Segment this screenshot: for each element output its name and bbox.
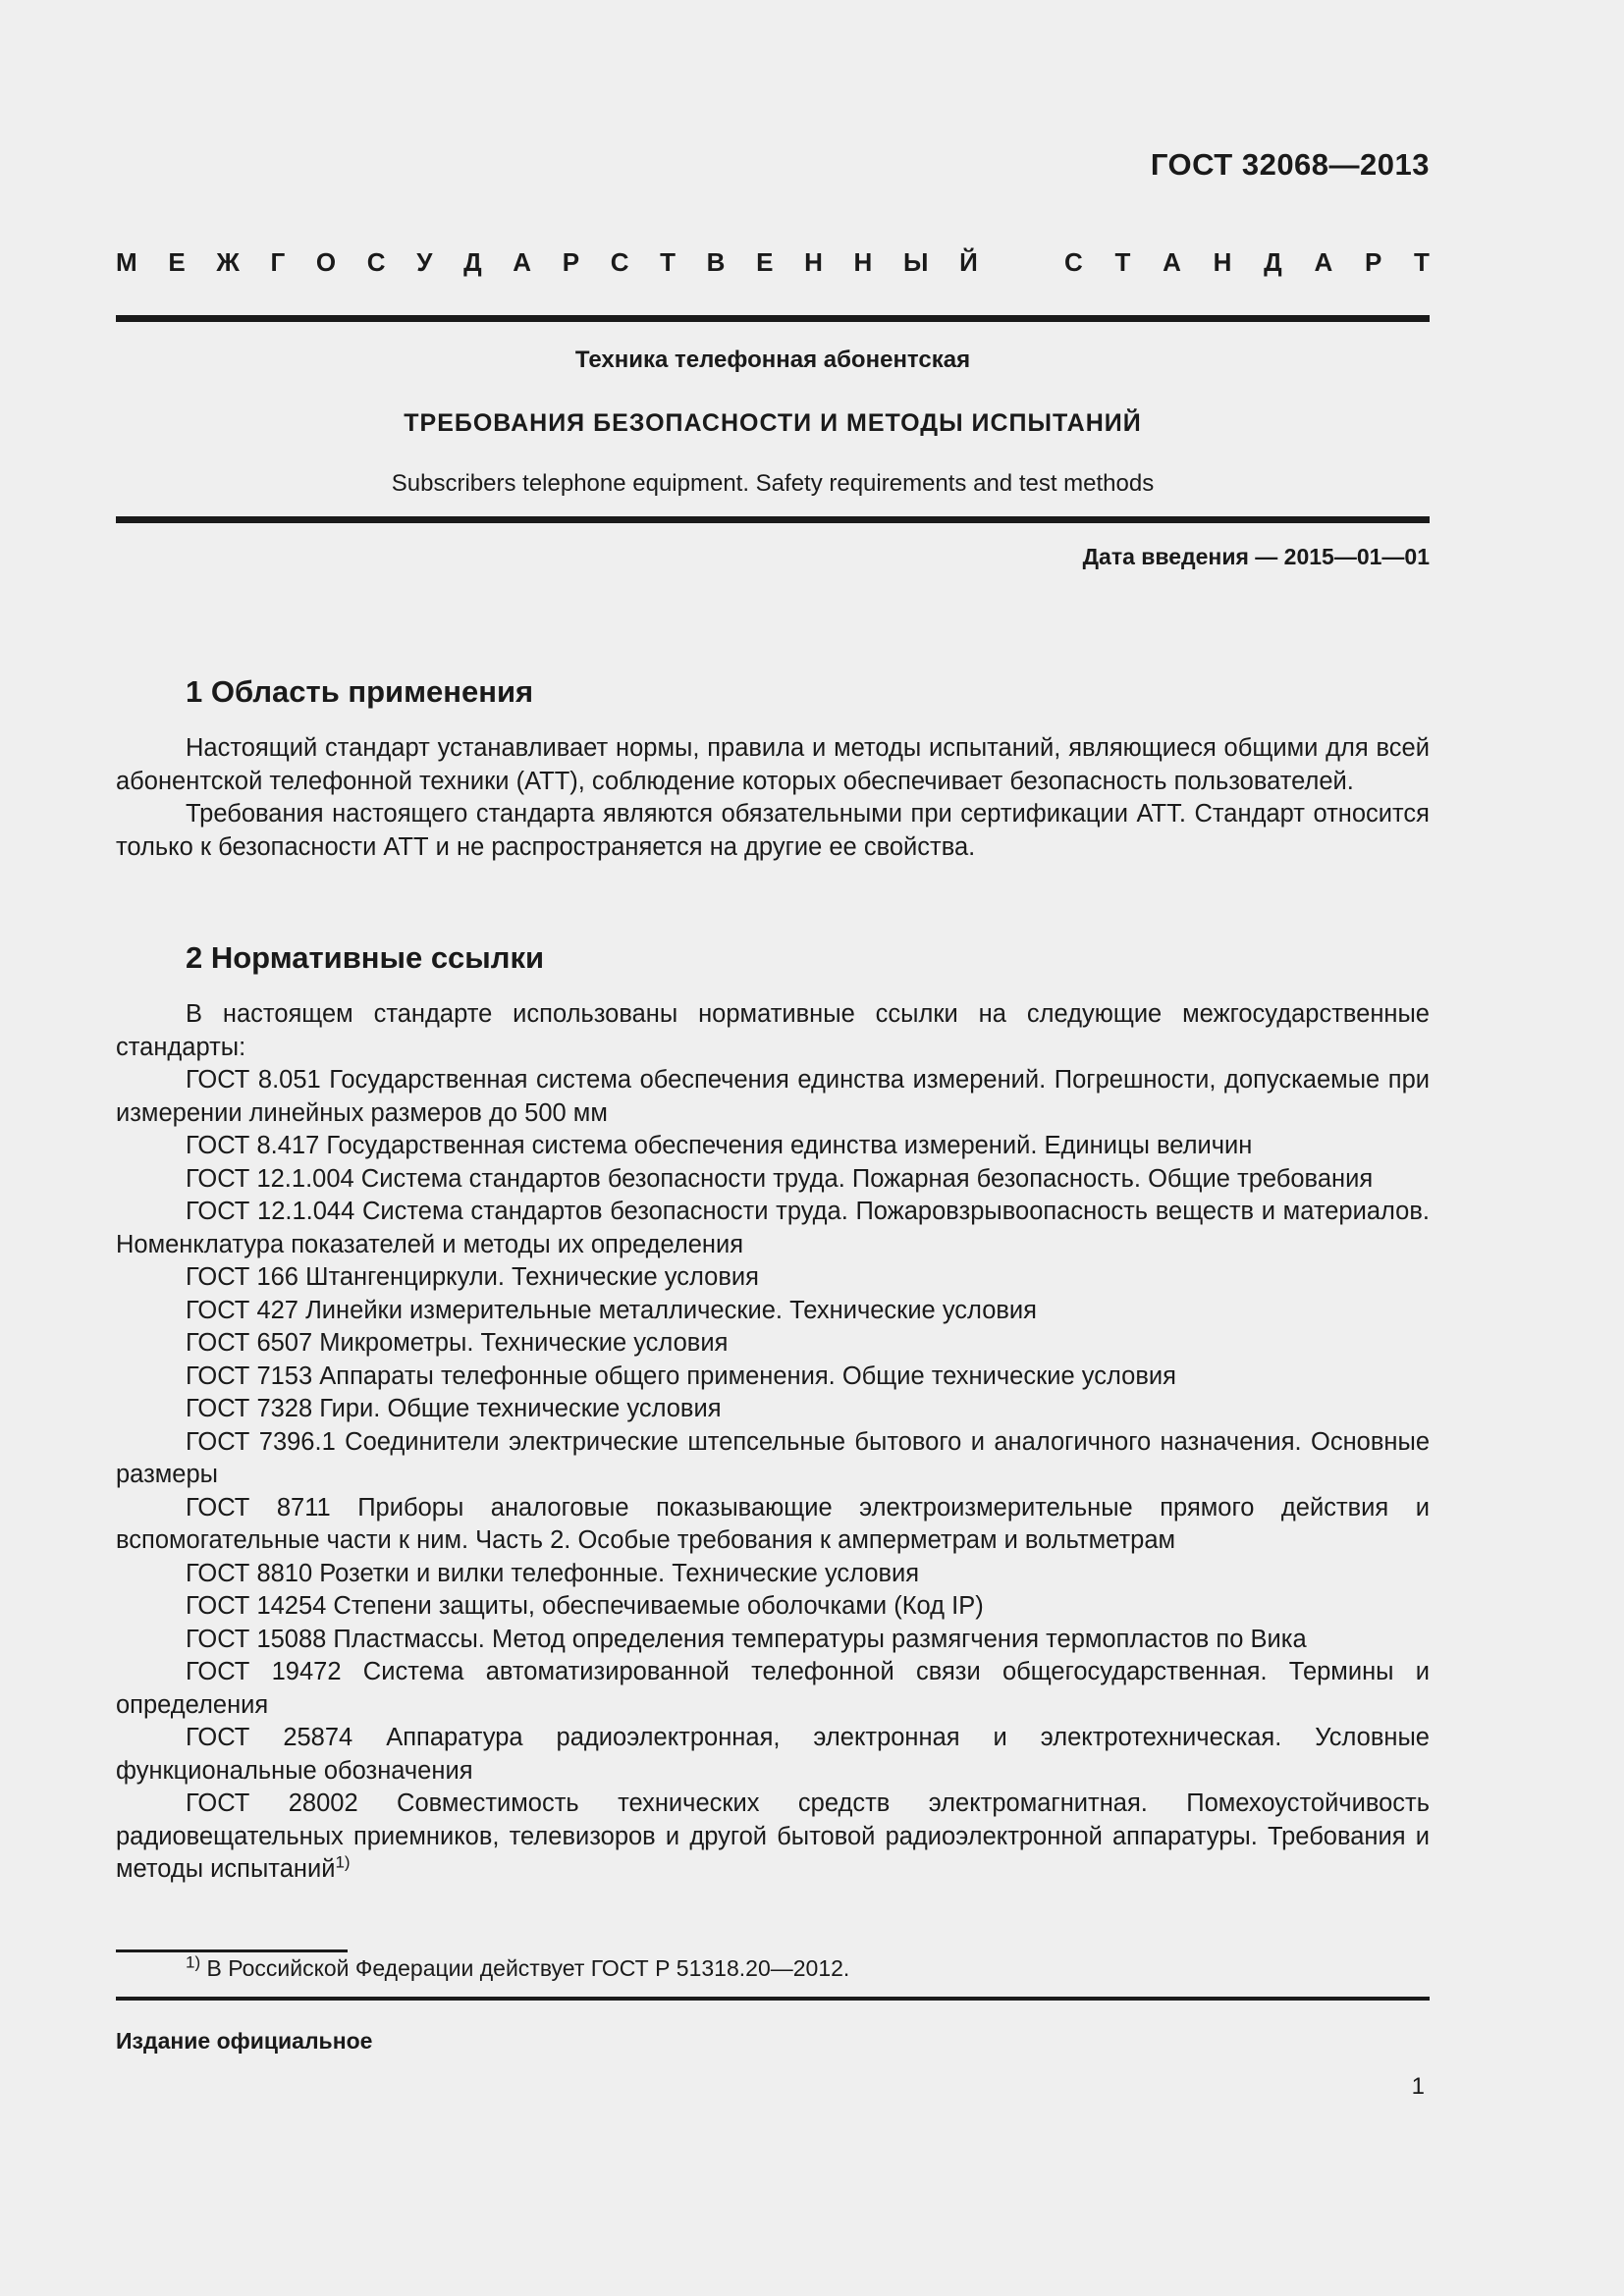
footnote-text: В Российской Федерации действует ГОСТ Р 51318.20—2012. — [200, 1955, 850, 1981]
banner-letter: С — [610, 247, 629, 277]
top-rule — [116, 315, 1430, 322]
footnote-mark: 1) — [186, 1952, 201, 1972]
reference-item: ГОСТ 19472 Система автоматизированной телефонной связи общегосударственная. Термины и определения — [116, 1658, 1430, 1719]
banner-letter: М — [116, 247, 137, 277]
edition-label: Издание официальное — [116, 2028, 373, 2054]
banner-letter: Й — [959, 247, 978, 277]
banner-letter: В — [706, 247, 726, 277]
section-2-heading: 2 Нормативные ссылки — [186, 940, 545, 975]
title-ru: ТРЕБОВАНИЯ БЕЗОПАСНОСТИ И МЕТОДЫ ИСПЫТАНИЙ — [404, 409, 1142, 437]
banner-letter: А — [1163, 247, 1181, 277]
page-number: 1 — [1411, 2073, 1425, 2100]
banner-letter: Т — [1114, 247, 1131, 277]
banner-word-interstate — [116, 247, 978, 278]
banner-letter: С — [1064, 247, 1083, 277]
document-page — [116, 0, 1430, 2296]
reference-item: ГОСТ 25874 Аппаратура радиоэлектронная, электронная и электротехническая. Условные функциональные обозначения — [116, 1724, 1430, 1785]
section-2-intro: В настоящем стандарте использованы нормативные ссылки на следующие межгосударственные стандарты: — [116, 1000, 1430, 1061]
reference-item: ГОСТ 166 Штангенциркули. Технические условия — [186, 1263, 759, 1291]
banner-letter: У — [416, 247, 433, 277]
reference-item: ГОСТ 12.1.004 Система стандартов безопасности труда. Пожарная безопасность. Общие требования — [186, 1164, 1374, 1193]
reference-item-with-footnote — [116, 1788, 1430, 1887]
reference-item: ГОСТ 8711 Приборы аналоговые показывающие электроизмерительные прямого действия и вспомогательные части к ним. Часть 2. Особые требования к амперметрам и вольтметрам — [116, 1493, 1430, 1554]
banner-letter: Н — [804, 247, 823, 277]
banner-letter: Ы — [902, 247, 929, 277]
reference-item: ГОСТ 8.417 Государственная система обеспечения единства измерений. Единицы величин — [186, 1132, 1253, 1159]
banner-letter: А — [1314, 247, 1333, 277]
reference-item: ГОСТ 7153 Аппараты телефонные общего применения. Общие технические условия — [186, 1362, 1176, 1390]
banner-letter: С — [366, 247, 386, 277]
footer-rule — [116, 1997, 1430, 2001]
reference-item: ГОСТ 427 Линейки измерительные металлические. Технические условия — [186, 1296, 1037, 1324]
banner-letter: Р — [1364, 247, 1382, 277]
banner-letter: Е — [168, 247, 186, 277]
standard-banner — [116, 247, 1430, 278]
title-en: Subscribers telephone equipment. Safety requirements and test methods — [391, 470, 1155, 497]
banner-letter: Г — [270, 247, 286, 277]
footnote — [186, 1952, 850, 1982]
footnote-separator — [116, 1949, 348, 1952]
banner-letter: Д — [463, 247, 482, 277]
banner-letter: Р — [562, 247, 580, 277]
footnote-marker[interactable]: 1) — [335, 1852, 351, 1872]
section-1-paragraph: Требования настоящего стандарта являются обязательными при сертификации АТТ. Стандарт относится только к безопасности АТТ и не распространяется на другие ее свойства. — [116, 800, 1430, 861]
reference-item-text: ГОСТ 28002 Совместимость технических средств электромагнитная. Помехоустойчивость радиовещательных приемников, телевизоров и другой бытовой радиоэлектронной аппаратуры. Требования и методы испытаний — [116, 1789, 1430, 1883]
reference-item: ГОСТ 6507 Микрометры. Технические условия — [186, 1329, 729, 1357]
section-2-body — [116, 998, 1430, 1887]
banner-letter: Д — [1264, 247, 1282, 277]
reference-item: ГОСТ 7328 Гири. Общие технические условия — [186, 1395, 722, 1422]
reference-item: ГОСТ 8.051 Государственная система обеспечения единства измерений. Погрешности, допускаемые при измерении линейных размеров до 500 мм — [116, 1066, 1430, 1127]
banner-letter: Е — [756, 247, 774, 277]
banner-letter: А — [513, 247, 532, 277]
reference-item: ГОСТ 7396.1 Соединители электрические штепсельные бытового и аналогичного назначения. Основные размеры — [116, 1427, 1430, 1488]
introduction-date: Дата введения — 2015—01—01 — [1082, 544, 1430, 569]
banner-letter: Ж — [216, 247, 240, 277]
reference-item: ГОСТ 14254 Степени защиты, обеспечиваемые оболочками (Код IP) — [186, 1592, 984, 1620]
section-1-paragraph: Настоящий стандарт устанавливает нормы, правила и методы испытаний, являющиеся общими для всей абонентской телефонной техники (АТТ), соблюдение которых обеспечивает безопасность пользователей. — [116, 734, 1430, 795]
title-bottom-rule — [116, 516, 1430, 523]
reference-item: ГОСТ 8810 Розетки и вилки телефонные. Технические условия — [186, 1559, 920, 1587]
banner-word-standard — [1064, 247, 1430, 278]
reference-item: ГОСТ 15088 Пластмассы. Метод определения температуры размягчения термопластов по Вика — [186, 1625, 1307, 1653]
subtitle-ru: Техника телефонная абонентская — [574, 347, 971, 373]
banner-letter: Т — [1414, 247, 1430, 277]
section-1-heading: 1 Область применения — [186, 674, 534, 709]
banner-letter: Т — [660, 247, 677, 277]
section-1-body — [116, 732, 1430, 864]
banner-letter: Н — [1213, 247, 1232, 277]
reference-item: ГОСТ 12.1.044 Система стандартов безопасности труда. Пожаровзрывоопасность веществ и материалов. Номенклатура показателей и методы их определения — [116, 1198, 1430, 1258]
banner-letter: О — [315, 247, 337, 277]
doc-number: ГОСТ 32068—2013 — [1150, 147, 1430, 182]
banner-letter: Н — [853, 247, 873, 277]
